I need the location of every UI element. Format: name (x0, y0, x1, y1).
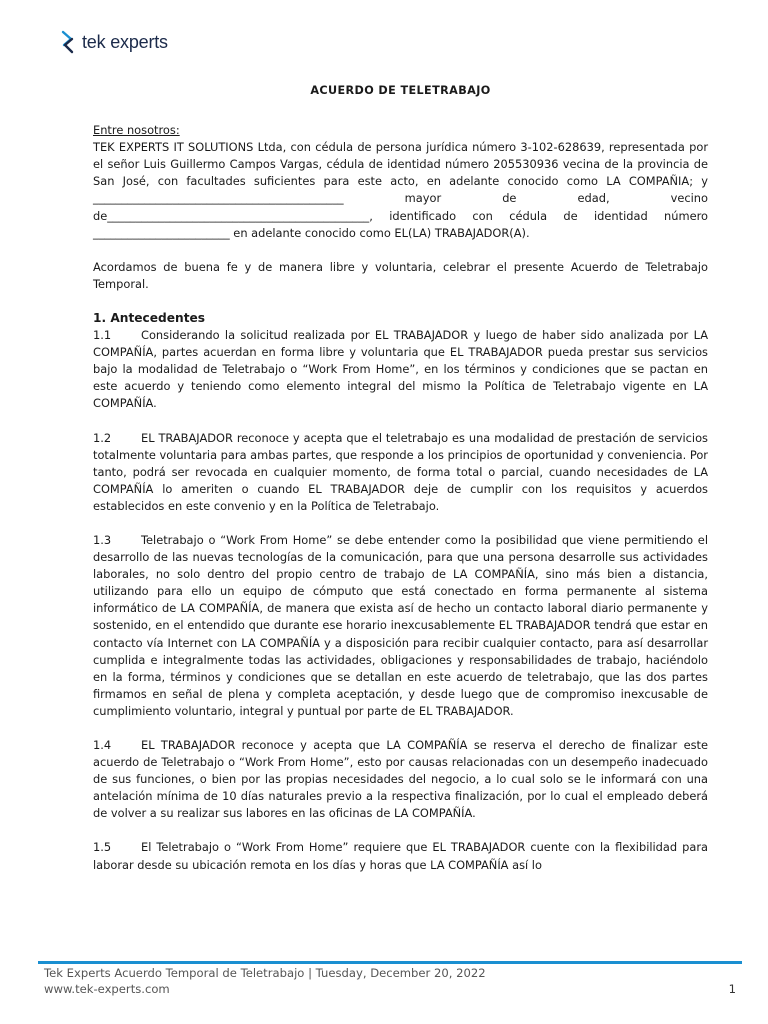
footer-divider (38, 961, 742, 964)
clause-text: El Teletrabajo o “Work From Home” requiere que EL TRABAJADOR cuente con la flexibilidad para laborar desde su ubicación remota en los días y horas que LA COMPAÑÍA así lo (93, 840, 708, 872)
clause-1-1 (93, 327, 708, 412)
company-logo (60, 30, 168, 54)
brand-name: tek experts (82, 31, 168, 52)
clause-text: Teletrabajo o “Work From Home” se debe entender como la posibilidad que viene permitiendo el desarrollo de las nuevas tecnologías de la comunicación, para que una persona desarrolle sus actividades laborales, no solo dentro del propio centro de trabajo de LA COMPAÑÍA, sino más bien a distancia, utilizando para ello un equipo de cómputo que está conectado en forma permanente al sistema informático de LA COMPAÑÍA, de manera que exista así de hecho un contacto laboral diario permanente y sostenido, en el entendido que durante ese horario inexcusablemente EL TRABAJADOR tendrá que estar en contacto vía Internet con LA COMPAÑÍA y a disposición para recibir cualquier contacto, para así desarrollar cumplida e integralmente todas las actividades, obligaciones y responsabilidades de trabajo, haciéndolo en la forma, términos y condiciones que se detallan en este acuerdo de teletrabajo, que las dos partes firmamos en señal de plena y completa aceptación, y desde luego que de compromiso inexcusable de cumplimiento voluntario, integral y puntual por parte de EL TRABAJADOR. (93, 532, 708, 718)
document-title: ACUERDO DE TELETRABAJO (310, 84, 491, 97)
document-body (93, 82, 708, 891)
clause-1-2 (93, 430, 708, 515)
clause-number: 1.1 (93, 328, 112, 343)
intro-text: TEK EXPERTS IT SOLUTIONS Ltda, con cédula de persona jurídica número 3-102-628639, representada por el señor Luis Guillermo Campos Vargas, cédula de identidad número 205530936 vecina de la provincia de San José, con facultades suficientes para este acto, en adelante conocido como LA COMPAÑIA; y ____________________________________________ mayor de edad, vecino de______________________________________________, identificado con cédula de identidad número ________________________ en adelante conocido como EL(LA) TRABAJADOR(A). (93, 140, 708, 240)
clause-text: EL TRABAJADOR reconoce y acepta que el teletrabajo es una modalidad de prestación de servicios totalmente voluntaria para ambas partes, que responde a los principios de oportunidad y conveniencia. Por tanto, podrá ser revocada en cualquier momento, de forma total o parcial, cuando necesidades de LA COMPAÑÍA lo ameriten o cuando EL TRABAJADOR deje de cumplir con los requisitos y acuerdos establecidos en este convenio y en la Política de Teletrabajo. (93, 430, 708, 513)
page-footer (44, 966, 736, 997)
footer-website[interactable]: www.tek-experts.com (44, 981, 170, 996)
clause-number: 1.2 (93, 430, 112, 445)
clause-number: 1.5 (93, 840, 112, 855)
clause-text: EL TRABAJADOR reconoce y acepta que LA COMPAÑÍA se reserva el derecho de finalizar este acuerdo de Teletrabajo o “Work From Home”, esto por causas relacionadas con un desempeño inadecuado de sus funciones, o bien por las propias necesidades del negocio, a lo cual solo se le informará con una antelación mínima de 10 días naturales previo a la respectiva finalización, por lo cual el empleado deberá de volver a su realizar sus labores en las oficinas de LA COMPAÑÍA. (93, 738, 708, 821)
intro-label: Entre nosotros: (93, 123, 180, 138)
agreement-paragraph: Acordamos de buena fe y de manera libre y voluntaria, celebrar el presente Acuerdo de Teletrabajo Temporal. (93, 259, 708, 291)
clause-text: Considerando la solicitud realizada por EL TRABAJADOR y luego de haber sido analizada por LA COMPAÑÍA, partes acuerdan en forma libre y voluntaria que EL TRABAJADOR pueda prestar sus servicios bajo la modalidad de Teletrabajo o “Work From Home”, en los términos y condiciones que se pactan en este acuerdo y teniendo como elemento integral del mismo la Política de Teletrabajo vigente en LA COMPAÑÍA. (93, 328, 708, 411)
clause-number: 1.3 (93, 532, 112, 547)
page-number: 1 (728, 982, 736, 996)
footer-title: Tek Experts Acuerdo Temporal de Teletrabajo | Tuesday, December 20, 2022 (44, 966, 486, 980)
clause-1-4 (93, 737, 708, 822)
section-heading: 1. Antecedentes (93, 310, 206, 325)
clause-number: 1.4 (93, 738, 112, 752)
clause-1-5 (93, 839, 708, 873)
parties-paragraph (93, 122, 708, 242)
clause-1-3 (93, 532, 708, 720)
tek-experts-logo-icon (60, 30, 76, 54)
